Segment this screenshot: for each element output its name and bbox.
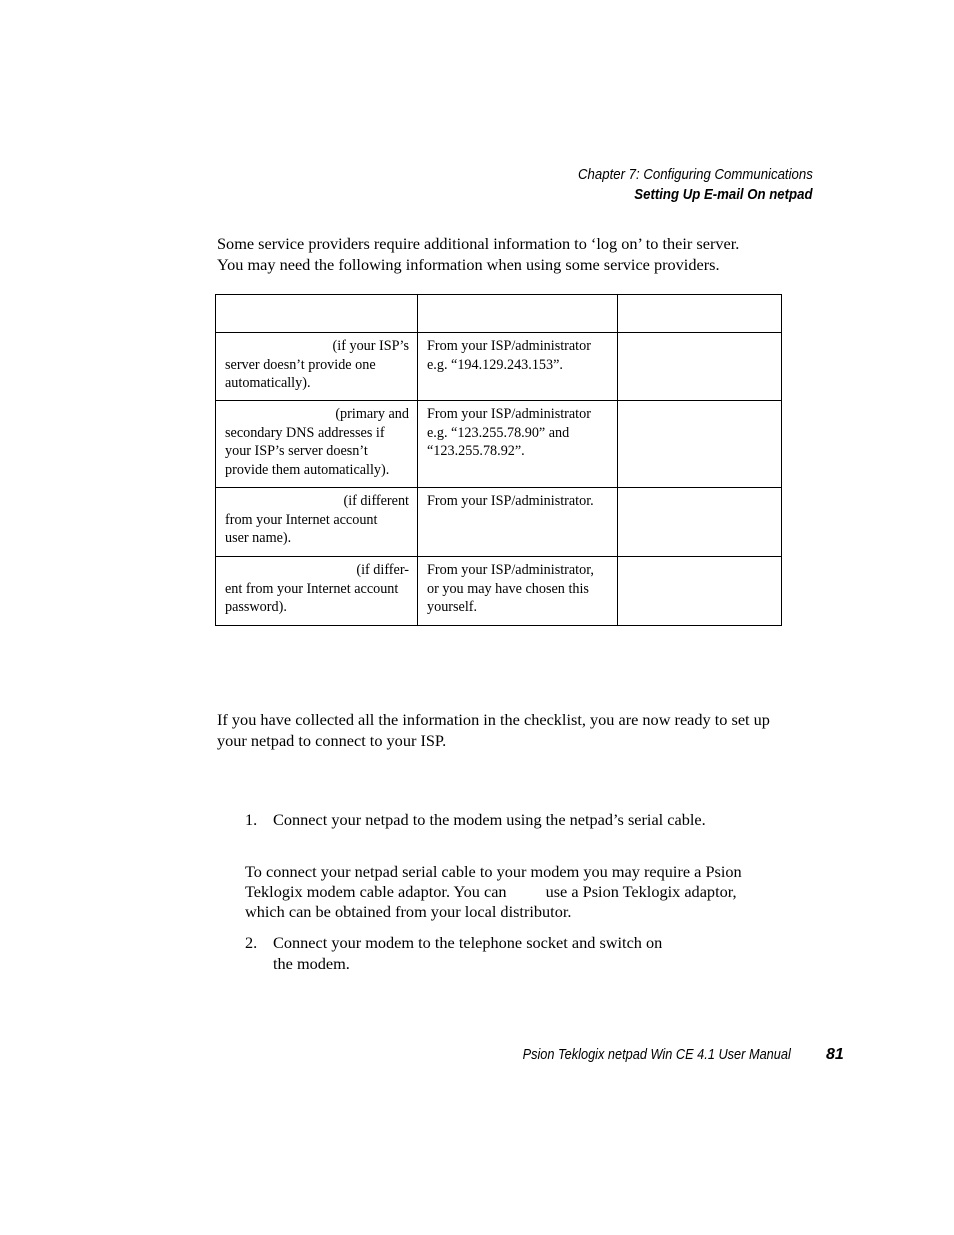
cell-line: (primary and [335,406,409,422]
cell-line: password). [225,599,287,616]
cell-line: e.g. “194.129.243.153”. [427,356,563,373]
cell-line: or you may have chosen this [427,580,589,597]
table-cell-item [216,557,418,626]
running-header-chapter: Chapter 7: Configuring Communications [578,166,813,183]
step-2-line-2: the modem. [273,954,350,973]
table-header-cell [418,295,618,333]
cell-line: secondary DNS addresses if [225,424,385,441]
table-cell-source [418,401,618,488]
cell-line: server doesn’t provide one [225,356,376,373]
note-line-3: which can be obtained from your local distributor. [245,902,572,921]
ready-paragraph [217,709,817,751]
table-cell-item [216,401,418,488]
running-header-section: Setting Up E-mail On netpad [634,186,813,203]
cell-line: From your ISP/administrator. [427,493,594,509]
table-header-row [216,295,782,333]
table-row [216,488,782,557]
intro-line-2: You may need the following information when using some service providers. [217,255,720,274]
footer-manual-title: Psion Teklogix netpad Win CE 4.1 User Manual [522,1047,791,1063]
table-cell-entry [618,488,782,557]
cell-line: provide them automatically). [225,461,390,478]
cell-line: e.g. “123.255.78.90” and [427,424,570,441]
step-text: Connect your modem to the telephone socket and switch on [273,933,663,952]
ready-line-2: your netpad to connect to your ISP. [217,731,447,750]
table-cell-item [216,333,418,401]
page-number: 81 [826,1046,844,1063]
step-1 [245,809,805,830]
table-row [216,333,782,401]
table-cell-source [418,488,618,557]
table-cell-entry [618,557,782,626]
step-number: 2. [245,933,258,952]
table-cell-source [418,333,618,401]
adaptor-note [245,862,805,922]
intro-line-1: Some service providers require additional information to ‘log on’ to their server. [217,234,740,253]
cell-line: automatically). [225,375,311,392]
table-cell-item [216,488,418,557]
cell-line: From your ISP/administrator, [427,562,594,578]
table-row [216,557,782,626]
step-2-line-1 [245,932,805,953]
cell-line: (if different [343,493,409,509]
cell-line: ent from your Internet account [225,580,399,597]
cell-line: from your Internet account [225,511,378,528]
table-header-cell [618,295,782,333]
note-line-2b: use a Psion Teklogix adaptor, [545,882,737,901]
intro-paragraph [217,233,797,275]
table-cell-source [418,557,618,626]
table-header-cell [216,295,418,333]
note-line-1: To connect your netpad serial cable to your modem you may require a Psion [245,862,742,881]
cell-line: user name). [225,530,292,547]
table-cell-entry [618,401,782,488]
step-2 [245,932,805,974]
step-text: Connect your netpad to the modem using the netpad’s serial cable. [273,810,706,829]
logon-info-table [215,294,782,626]
table-cell-entry [618,333,782,401]
note-line-2 [245,882,805,902]
table-row [216,401,782,488]
ready-line-1: If you have collected all the information in the checklist, you are now ready to set up [217,710,770,729]
cell-line: (if your ISP’s [332,338,409,354]
cell-line: (if differ- [356,562,409,578]
cell-line: yourself. [427,599,478,616]
cell-line: “123.255.78.92”. [427,443,525,460]
cell-line: From your ISP/administrator [427,406,591,422]
note-line-2a: Teklogix modem cable adaptor. You can [245,882,507,901]
cell-line: From your ISP/administrator [427,338,591,354]
cell-line: your ISP’s server doesn’t [225,443,368,460]
step-number: 1. [245,810,258,829]
